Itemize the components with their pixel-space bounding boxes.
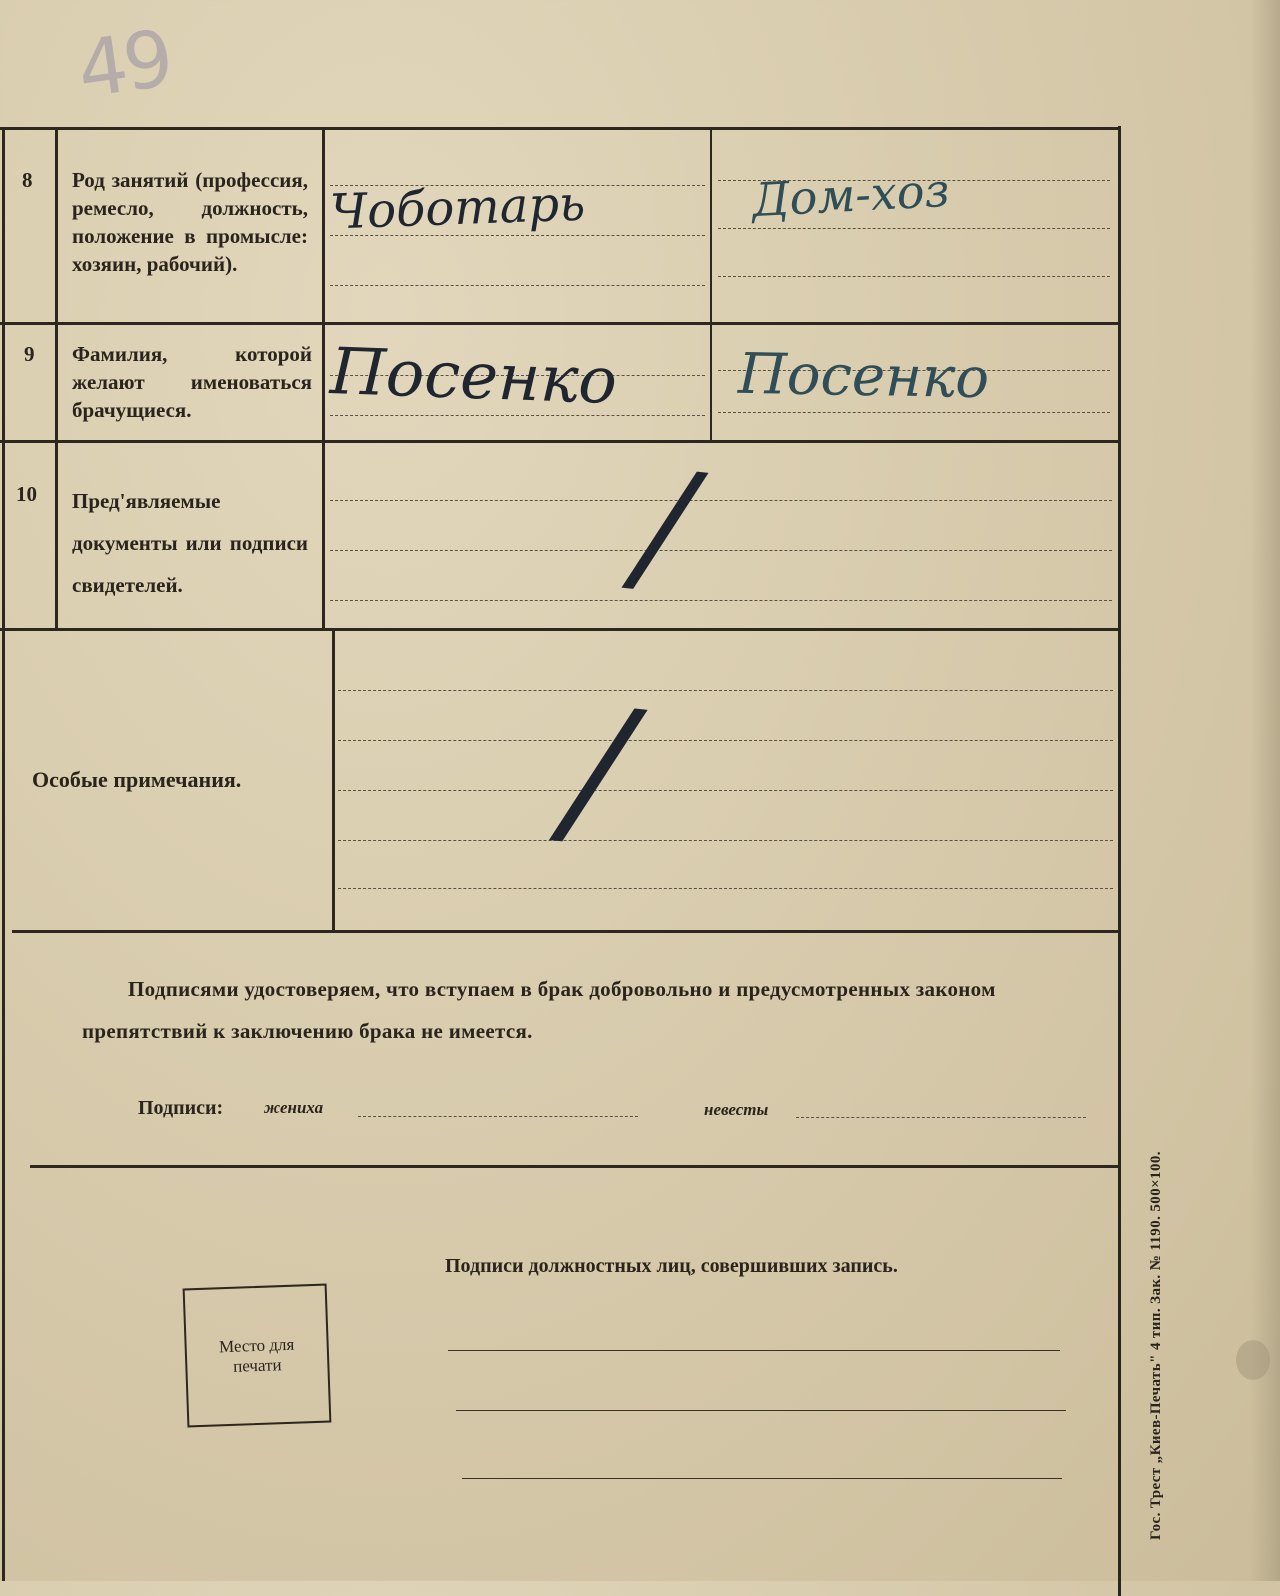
rule-notes-column — [332, 628, 335, 930]
rule-row9-bottom — [0, 440, 1118, 443]
rule-top — [0, 127, 1118, 130]
rule-row8-bottom — [0, 322, 1118, 325]
row-label-surname: Фамилия, которой желают именоваться брачущиеся. — [72, 342, 312, 422]
groom-signature-line — [358, 1116, 638, 1117]
dotted-line — [330, 500, 1112, 501]
dotted-line — [338, 840, 1113, 841]
signatures-label: Подписи: — [138, 1097, 224, 1119]
rule-groom-bride-divider — [710, 128, 712, 440]
dotted-line — [338, 790, 1113, 791]
dotted-line — [330, 285, 705, 286]
official-signature-line-1 — [448, 1350, 1060, 1351]
rule-notes-bottom — [12, 930, 1118, 933]
special-notes-value: / — [559, 669, 638, 873]
bride-surname: Посенко — [737, 341, 990, 412]
bride-signature-label: невесты — [704, 1100, 769, 1119]
groom-signature-label: жениха — [264, 1098, 324, 1117]
rule-left-edge — [2, 128, 5, 1581]
official-signature-line-2 — [456, 1410, 1066, 1411]
dotted-line — [338, 740, 1113, 741]
printer-imprint: Гос. Трест „Киев-Печать" 4 тип. Зак. № 1190. 500×100. — [1148, 1151, 1164, 1540]
special-notes-label: Особые примечания. — [32, 767, 242, 792]
stamp-placeholder-text: Место для печати — [218, 1334, 295, 1376]
row-label-occupation: Род занятий (профессия, ремесло, должность, положение в промысле: хозяин, рабочий). — [72, 168, 308, 276]
rule-number-column — [55, 128, 58, 628]
dotted-line — [330, 600, 1112, 601]
dotted-line — [718, 228, 1110, 229]
rule-signatures-bottom — [30, 1165, 1118, 1168]
dotted-line — [718, 276, 1110, 277]
bride-signature-line — [796, 1117, 1086, 1118]
archive-page-number: 49 — [72, 14, 176, 116]
row-number-9: 9 — [24, 342, 35, 366]
rule-row10-bottom — [0, 628, 1118, 631]
page-edge-shadow — [1250, 0, 1280, 1581]
dotted-line — [338, 888, 1113, 889]
official-signature-line-3 — [462, 1478, 1062, 1479]
row-number-10: 10 — [16, 482, 37, 506]
groom-occupation: Чоботарь — [329, 175, 587, 241]
stamp-placeholder — [183, 1284, 332, 1428]
row-label-documents: Пред'являемые документы или подписи свидетелей. — [72, 489, 308, 597]
dotted-line — [330, 550, 1112, 551]
officials-signatures-label: Подписи должностных лиц, совершивших запись. — [445, 1255, 898, 1277]
dotted-line — [718, 412, 1110, 413]
documents-value: / — [631, 437, 700, 617]
declaration-text: Подписями удостоверяем, что вступаем в брак добровольно и предусмотренных законом препятствий к заключению брака не имеется. — [82, 977, 996, 1043]
rule-label-column — [322, 128, 325, 628]
row-number-8: 8 — [22, 168, 33, 192]
groom-surname: Посенко — [328, 335, 619, 419]
bride-occupation: Дом-хоз — [750, 162, 951, 228]
dotted-line — [338, 690, 1113, 691]
